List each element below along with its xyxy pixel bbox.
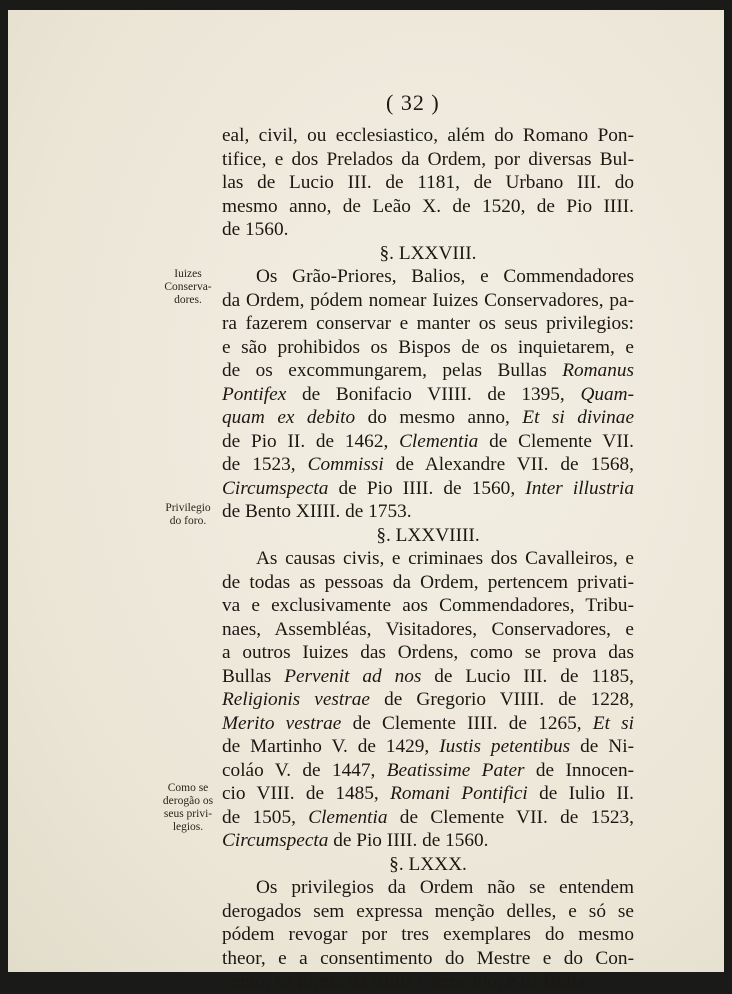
text-line: Bullas Pervenit ad nos de Lucio III. de 1185, [222,665,634,687]
text-line: las de Lucio III. de 1181, de Urbano III. do [222,172,634,193]
margin-note-line: dores. [174,294,202,306]
margin-note-line: Privilegio [165,502,211,514]
text-line: derogados sem expressa menção delles, e só se [222,900,634,922]
text-line: coláo V. de 1447, Beatissime Pater de Innocen- [222,759,635,781]
text-line: Circumspecta de Pio IIII. de 1560, Inter illustria [222,477,634,499]
text-line: de 1560. [222,219,289,240]
text-line: Os Grão-Priores, Balios, e Commendadores [256,266,634,287]
text-line: de todas as pessoas da Ordem, pertencem privati- [222,571,634,593]
text-line: de 1505, Clementia de Clemente VII. de 1523, [222,806,634,828]
text-line: e são prohibidos os Bispos de os inquietarem, e [222,336,634,358]
text-line: pódem revogar por tres exemplares do mesmo [222,924,634,945]
margin-note-iuizes [152,268,224,307]
margin-note-line: legios. [172,821,204,833]
text-line: tifice, e dos Prelados da Ordem, por diversas Bul- [222,148,634,170]
text-line: va e exclusivamente aos Commendadores, Tribu- [222,595,634,616]
text-line: Pontifex de Bonifacio VIIII. de 1395, Quam- [222,383,634,405]
text-line: eal, civil, ou ecclesiastico, além do Romano Pon- [222,125,634,146]
text-line: de Martinho V. de 1429, Iustis petentibus de Ni- [222,736,634,757]
text-line: mesmo anno, de Leão X. de 1520, de Pio IIII. [222,195,634,217]
text-line: de 1523, Commissi de Alexandre VII. de 1568, [222,454,634,475]
section-heading: §. LXXVIIII. [376,524,480,546]
margin-note-line: do foro. [169,515,207,527]
text-line: da Ordem, pódem nomear Iuizes Conservadores, pa- [222,289,634,311]
text-line: theor, e a consentimento do Mestre e do Con- [222,947,634,969]
text-line: Merito vestrae de Clemente IIII. de 1265, Et si [222,712,634,734]
text-line: Circumspecta de Pio IIII. de 1560. [222,830,489,851]
text-line: a outros Iuizes das Ordens, como se prova das [222,642,634,663]
body-text [222,124,634,994]
text-line: quam ex debito do mesmo anno, Et si divinae [222,407,634,428]
section-heading: §. LXXX. [389,853,467,875]
text-line: de os excommungarem, pelas Bullas Romanus [222,360,634,381]
text-line: de Bento XIIII. de 1753. [222,501,412,522]
page-number: ( 32 ) [386,90,440,115]
margin-note-line: seus privi- [163,808,213,820]
text-line: naes, Assembléas, Visitadores, Conservadores, e [222,618,634,640]
margin-note-como [152,782,224,834]
text-line: cio VIII. de 1485, Romani Pontifici de Iulio II. [222,783,634,804]
margin-note-line: Como se [167,782,209,794]
book-page [8,10,724,992]
margin-note-privilegio [152,502,224,528]
section-heading: §. LXXVIII. [379,242,477,264]
margin-note-line: Conserva- [164,281,212,293]
text-line: Os privilegios da Ordem não se entendem [256,877,634,898]
text-line: ra fazerem conservar e manter os seus privilegios: [222,313,634,334]
text-line: de Pio II. de 1462, Clementia de Clemente VII. [222,430,634,452]
margin-note-line: derogão os [162,795,214,807]
text-line: vento, na fórma da Bulla Clementia, e da Bulla [222,971,586,992]
text-line: Religionis vestrae de Gregorio VIIII. de 1228, [222,689,634,710]
text-line: As causas civis, e criminaes dos Cavalleiros, e [256,548,634,569]
margin-note-line: Iuizes [174,268,202,280]
